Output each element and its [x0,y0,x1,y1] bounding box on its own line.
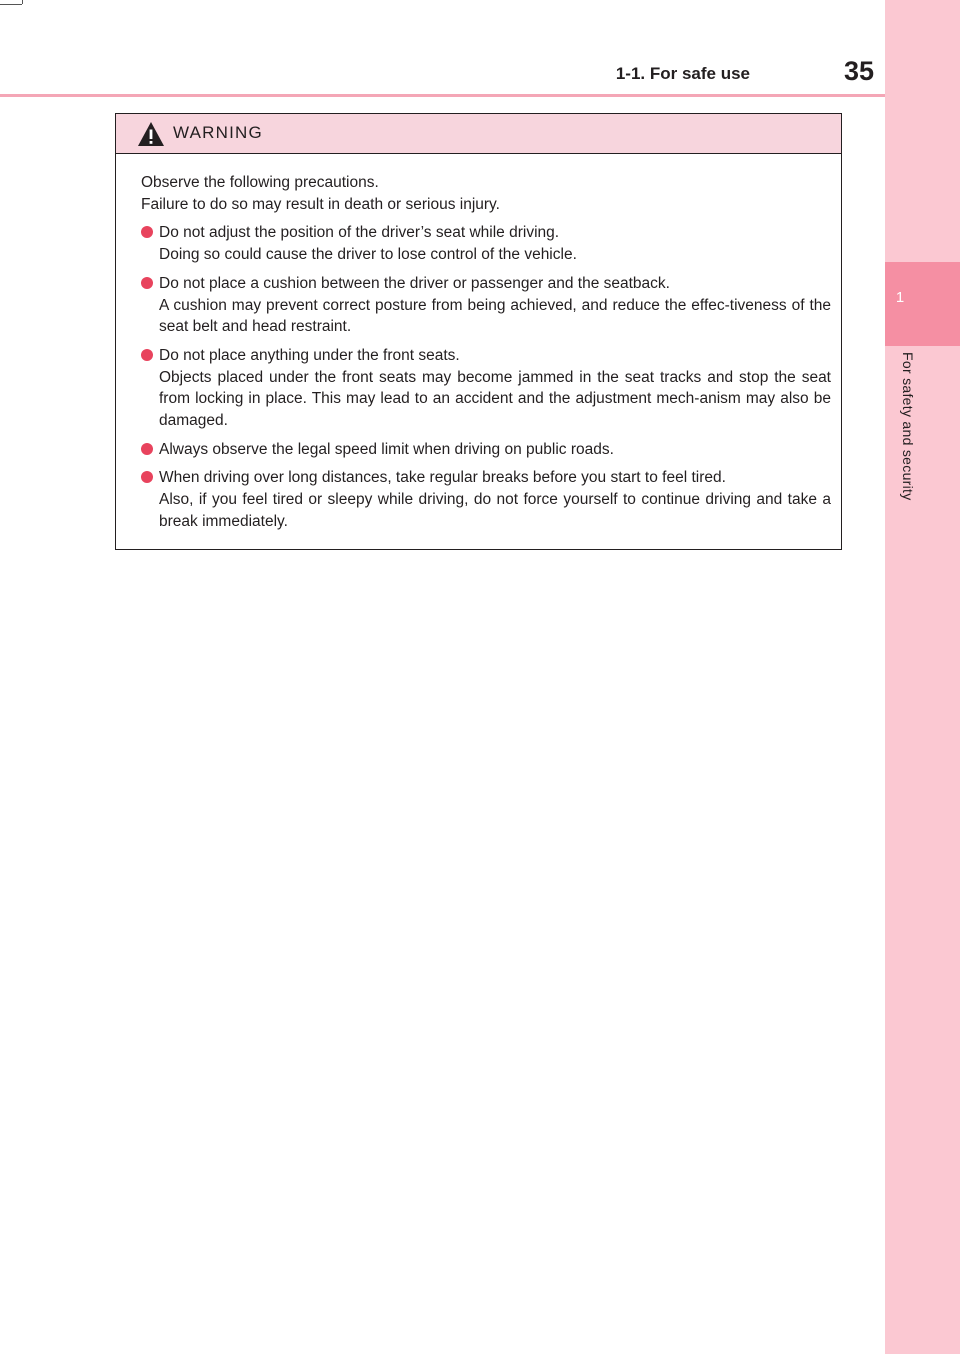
chapter-label: For safety and security [900,352,916,501]
warning-intro [141,172,831,215]
warning-header [116,114,841,154]
item-body: A cushion may prevent correct posture from being achieved, and reduce the effec-tiveness of the seat belt and head restraint. [159,296,831,336]
item-heading: When driving over long distances, take regular breaks before you start to feel tired. [159,469,726,487]
crop-mark [0,4,22,5]
item-heading: Do not place anything under the front seats. [159,346,460,364]
warning-body [116,154,841,533]
list-item [141,273,831,338]
item-body: Doing so could cause the driver to lose control of the vehicle. [159,246,577,264]
item-body: Objects placed under the front seats may become jammed in the seat tracks and stop the seat from locking in place. This may lead to an accident and the adjustment mech-anism may also be damaged. [159,368,831,430]
bullet-icon [141,443,153,455]
warning-triangle-icon [137,121,165,147]
header-rule [0,94,885,97]
item-heading: Always observe the legal speed limit when driving on public roads. [159,440,614,458]
precaution-list [141,222,831,532]
bullet-icon [141,277,153,289]
chapter-number: 1 [895,289,905,306]
item-body: Also, if you feel tired or sleepy while driving, do not force yourself to continue driving and take a break immediately. [159,491,831,530]
section-title: 1-1. For safe use [615,64,750,83]
item-heading: Do not adjust the position of the driver’s seat while driving. [159,224,560,242]
list-item [141,439,831,461]
item-heading: Do not place a cushion between the driver or passenger and the seatback. [159,274,670,292]
bullet-icon [141,349,153,361]
intro-line: Failure to do so may result in death or serious injury. [141,195,500,213]
list-item [141,222,831,265]
list-item [141,467,831,532]
page-number: 35 [843,56,874,86]
side-tab-strip [885,0,960,1354]
warning-title: WARNING [173,123,263,142]
intro-line: Observe the following precautions. [141,174,379,191]
list-item [141,345,831,432]
bullet-icon [141,471,153,483]
warning-box [115,113,842,550]
crop-mark [22,0,23,4]
bullet-icon [141,226,153,238]
